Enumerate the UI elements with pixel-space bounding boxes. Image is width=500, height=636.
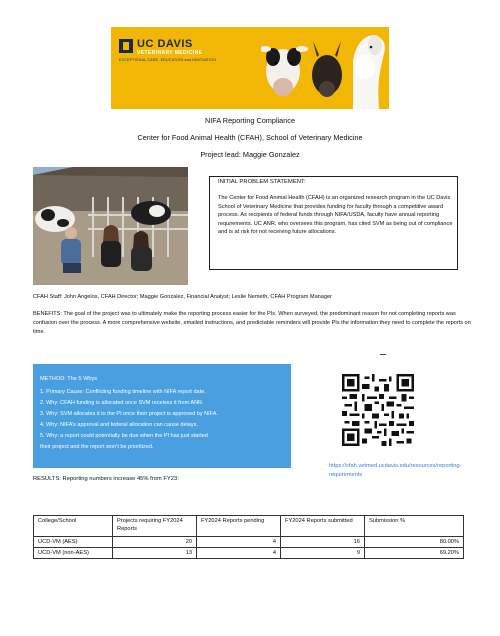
- column-header: College/School: [34, 516, 113, 537]
- column-header: FY2024 Reports submitted: [281, 516, 365, 537]
- qr-code-icon[interactable]: [342, 374, 414, 446]
- table-cell: 69.20%: [365, 548, 464, 559]
- table-cell: 4: [197, 548, 281, 559]
- table-row: [34, 537, 464, 548]
- table-cell: 20: [113, 537, 197, 548]
- shield-icon: [119, 39, 133, 53]
- table-header-row: [34, 516, 464, 537]
- table-cell: 16: [281, 537, 365, 548]
- staff-line: CFAH Staff: John Angelos, CFAH Director; Maggie Gonzalez, Financial Analyst; Leslie Nemeth, CFAH Program Manager: [33, 294, 332, 300]
- method-item: 4. Why: NIFA’s approval and federal allocation can cause delays.: [40, 422, 198, 428]
- brand-subname: VETERINARY MEDICINE: [137, 50, 203, 56]
- method-item: 5. Why: a report could potentially be due when the PI has just started: [40, 433, 208, 439]
- method-item: their project and the report won’t be prioritized.: [40, 444, 154, 450]
- link-line-2: requirements: [329, 472, 363, 479]
- method-box: [33, 364, 291, 468]
- divider: [380, 354, 386, 355]
- results-heading: RESULTS: Reporting numbers increase 45% from FY23:: [33, 476, 179, 482]
- table-row: [34, 548, 464, 559]
- results-table: [33, 515, 464, 559]
- table-cell: 80.00%: [365, 537, 464, 548]
- column-header: FY2024 Reports pending: [197, 516, 281, 537]
- reporting-requirements-link[interactable]: [329, 462, 499, 481]
- table-cell: 13: [113, 548, 197, 559]
- table-cell: 9: [281, 548, 365, 559]
- benefits-paragraph: BENEFITS: The goal of the project was to ultimately make the reporting process easier for the PIs. When surveyed, the predominant reason for not completing reports was confusion over the process. A more comprehensive website, emailed instructions, and predictable reminders will provide PIs the information they need to complete the reports on time.: [33, 311, 471, 335]
- column-header: Projects requiring FY2024 Reports: [113, 516, 197, 537]
- link-line-1: https://cfah.vetmed.ucdavis.edu/resources/reporting-: [329, 463, 462, 469]
- farm-animals-image: [261, 27, 389, 109]
- problem-heading: INITIAL PROBLEM STATEMENT:: [218, 179, 306, 185]
- table-cell: UCD-VM (AES): [34, 537, 113, 548]
- page-title: NIFA Reporting Compliance: [204, 116, 296, 125]
- brand-tagline: EXCEPTIONAL CARE, EDUCATION and INNOVATION: [119, 58, 217, 62]
- brand-name: UC DAVIS: [137, 38, 193, 50]
- staff-photo: [33, 167, 188, 285]
- table-cell: UCD-VM (non-AES): [34, 548, 113, 559]
- problem-statement-box: [209, 176, 458, 270]
- method-item: 2. Why: CFAH funding is allocated once SVM receives it from ANR.: [40, 400, 204, 406]
- center-name: Center for Food Animal Health (CFAH), School of Veterinary Medicine: [137, 133, 363, 142]
- method-heading: METHOD: The 5 Whys: [40, 376, 98, 382]
- method-item: 3. Why: SVM allocates it to the PI once their project is approved by NIFA.: [40, 411, 218, 417]
- column-header: Submission %: [365, 516, 464, 537]
- problem-body: The Center for Food Animal Health (CFAH) is an organized research program in the UC Davis School of Veterinary Medicine that provides funding for faculty through a competitive award process. As recipients of federal funds through NIFA/USDA, faculty have annual reporting requirements. UC ANR, who oversees this program, has cited SVM as being out of compliance and is at risk for not receiving future allocations.: [218, 195, 453, 236]
- method-item: 1. Primary Cause: Conflicting funding timeline with NIFA report date.: [40, 389, 206, 395]
- header-banner: [111, 27, 389, 109]
- table-cell: 4: [197, 537, 281, 548]
- project-lead: Project lead: Maggie Gonzalez: [200, 150, 300, 159]
